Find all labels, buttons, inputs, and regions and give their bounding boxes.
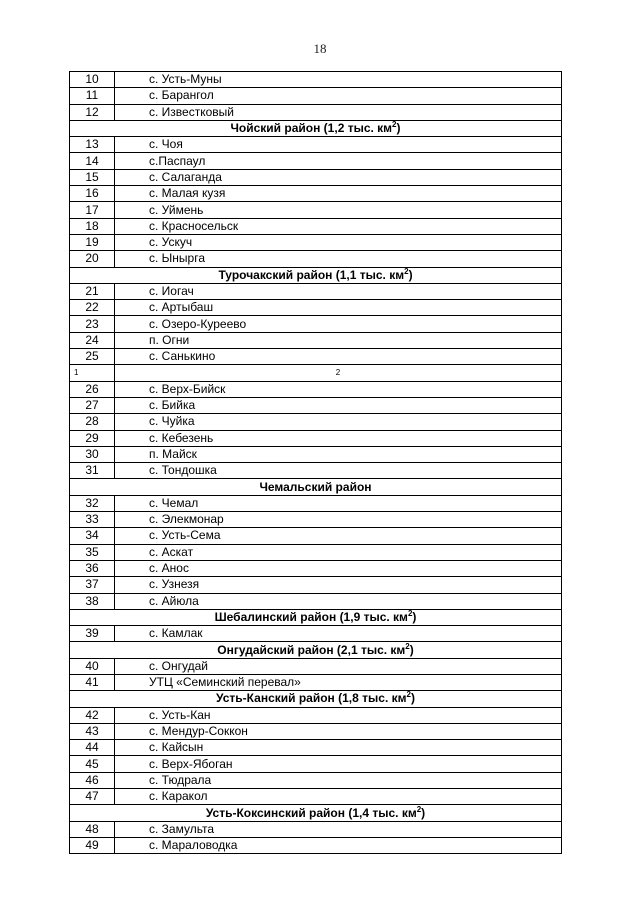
row-number: 23 xyxy=(70,316,115,332)
district-title: Усть-Канский район (1,8 тыс. км xyxy=(216,691,407,706)
table-row xyxy=(70,234,562,250)
table-row xyxy=(70,723,562,739)
page-number: 18 xyxy=(313,41,327,56)
district-title: Усть-Коксинский район (1,4 тыс. км xyxy=(205,805,417,820)
closing-paren: ) xyxy=(410,691,415,706)
settlement-name: с. Артыбаш xyxy=(115,300,562,316)
district-header xyxy=(70,691,562,707)
row-number: 38 xyxy=(70,593,115,609)
district-header-row xyxy=(70,805,562,821)
closing-paren: ) xyxy=(408,267,413,282)
table-row xyxy=(70,153,562,169)
district-header xyxy=(70,120,562,136)
closing-paren: ) xyxy=(396,121,401,136)
table-row xyxy=(70,349,562,365)
settlement-name: с. Санькино xyxy=(115,349,562,365)
row-number: 34 xyxy=(70,528,115,544)
district-header xyxy=(70,642,562,658)
column-index-1: 1 xyxy=(70,365,115,381)
row-number: 27 xyxy=(70,397,115,413)
settlement-name: п. Майск xyxy=(115,446,562,462)
row-number: 40 xyxy=(70,658,115,674)
table-row xyxy=(70,495,562,511)
row-number: 39 xyxy=(70,626,115,642)
table-row xyxy=(70,674,562,690)
superscript: 2 xyxy=(406,690,411,700)
row-number: 28 xyxy=(70,414,115,430)
district-header-row xyxy=(70,609,562,625)
settlement-name: с. Мендур-Соккон xyxy=(115,723,562,739)
settlement-name: с. Известковый xyxy=(115,104,562,120)
row-number: 33 xyxy=(70,512,115,528)
row-number: 31 xyxy=(70,463,115,479)
table-row xyxy=(70,251,562,267)
row-number: 30 xyxy=(70,446,115,462)
closing-paren: ) xyxy=(412,609,417,624)
settlement-name: с. Анос xyxy=(115,560,562,576)
row-number: 19 xyxy=(70,234,115,250)
district-header-row xyxy=(70,691,562,707)
district-header xyxy=(70,609,562,625)
settlement-name: с. Усть-Сема xyxy=(115,528,562,544)
table-row xyxy=(70,560,562,576)
table-row xyxy=(70,512,562,528)
table-row xyxy=(70,332,562,348)
table-row xyxy=(70,789,562,805)
table-row xyxy=(70,202,562,218)
row-number: 14 xyxy=(70,153,115,169)
row-number: 20 xyxy=(70,251,115,267)
table-row xyxy=(70,544,562,560)
settlement-name: с.Паспаул xyxy=(115,153,562,169)
settlement-name: с. Ынырга xyxy=(115,251,562,267)
settlement-name: с. Айюла xyxy=(115,593,562,609)
district-title: Шебалинский район (1,9 тыс. км xyxy=(214,609,408,624)
row-number: 43 xyxy=(70,723,115,739)
row-number: 36 xyxy=(70,560,115,576)
settlement-name: с. Чуйка xyxy=(115,414,562,430)
settlement-name: с. Узнезя xyxy=(115,577,562,593)
settlement-name: с. Тюдрала xyxy=(115,772,562,788)
table-row xyxy=(70,88,562,104)
row-number: 16 xyxy=(70,186,115,202)
table-row xyxy=(70,772,562,788)
district-header-row xyxy=(70,642,562,658)
table-row xyxy=(70,577,562,593)
row-number: 17 xyxy=(70,202,115,218)
table-row xyxy=(70,740,562,756)
district-header-row xyxy=(70,267,562,283)
table-row xyxy=(70,446,562,462)
table-row xyxy=(70,283,562,299)
column-index-row xyxy=(70,365,562,381)
closing-paren: ) xyxy=(421,805,426,820)
row-number: 49 xyxy=(70,837,115,853)
district-title: Чемальский район xyxy=(259,479,372,494)
district-header xyxy=(70,805,562,821)
settlement-name: с. Малая кузя xyxy=(115,186,562,202)
table-row xyxy=(70,381,562,397)
row-number: 25 xyxy=(70,349,115,365)
row-number: 37 xyxy=(70,577,115,593)
table-row xyxy=(70,414,562,430)
row-number: 26 xyxy=(70,381,115,397)
settlement-name: с. Аскат xyxy=(115,544,562,560)
settlement-name: с. Кебезень xyxy=(115,430,562,446)
settlement-name: с. Элекмонар xyxy=(115,512,562,528)
row-number: 12 xyxy=(70,104,115,120)
superscript: 2 xyxy=(416,804,422,814)
settlements-table-body xyxy=(70,72,562,854)
row-number: 18 xyxy=(70,218,115,234)
table-row xyxy=(70,316,562,332)
settlement-name: УТЦ «Семинский перевал» xyxy=(115,674,562,690)
row-number: 45 xyxy=(70,756,115,772)
row-number: 29 xyxy=(70,430,115,446)
superscript: 2 xyxy=(404,267,409,276)
table-row xyxy=(70,300,562,316)
settlement-name: с. Верх-Бийск xyxy=(115,381,562,397)
row-number: 15 xyxy=(70,169,115,185)
table-row xyxy=(70,104,562,120)
district-title: Турочакский район (1,1 тыс. км xyxy=(218,267,405,282)
settlement-name: с. Камлак xyxy=(115,626,562,642)
table-row xyxy=(70,430,562,446)
settlement-name: с. Усть-Муны xyxy=(115,72,562,88)
row-number: 13 xyxy=(70,137,115,153)
table-row xyxy=(70,72,562,88)
settlement-name: с. Ускуч xyxy=(115,234,562,250)
table-row xyxy=(70,186,562,202)
settlement-name: с. Озеро-Куреево xyxy=(115,316,562,332)
row-number: 22 xyxy=(70,300,115,316)
row-number: 42 xyxy=(70,707,115,723)
superscript: 2 xyxy=(407,609,413,618)
table-row xyxy=(70,658,562,674)
row-number: 41 xyxy=(70,674,115,690)
settlement-name: с. Чемал xyxy=(115,495,562,511)
row-number: 44 xyxy=(70,740,115,756)
settlement-name: с. Тондошка xyxy=(115,463,562,479)
row-number: 48 xyxy=(70,821,115,837)
superscript: 2 xyxy=(392,120,397,130)
settlement-name: с. Замульта xyxy=(115,821,562,837)
row-number: 21 xyxy=(70,283,115,299)
table-row xyxy=(70,397,562,413)
settlement-name: с. Салаганда xyxy=(115,169,562,185)
settlement-name: с. Онгудай xyxy=(115,658,562,674)
table-row xyxy=(70,707,562,723)
superscript: 2 xyxy=(405,641,410,651)
table-row xyxy=(70,837,562,853)
table-row xyxy=(70,756,562,772)
settlement-name: с. Каракол xyxy=(115,789,562,805)
table-row xyxy=(70,528,562,544)
table-row xyxy=(70,137,562,153)
table-row xyxy=(70,218,562,234)
row-number: 10 xyxy=(70,72,115,88)
district-header xyxy=(70,479,562,495)
district-header xyxy=(70,267,562,283)
district-title: Онгудайский район (2,1 тыс. км xyxy=(217,642,406,657)
row-number: 11 xyxy=(70,88,115,104)
table-row xyxy=(70,821,562,837)
settlements-table xyxy=(69,71,562,854)
row-number: 46 xyxy=(70,772,115,788)
settlement-name: с. Иогач xyxy=(115,283,562,299)
settlement-name: с. Кайсын xyxy=(115,740,562,756)
district-title: Чойский район (1,2 тыс. км xyxy=(230,121,393,136)
settlement-name: с. Бийка xyxy=(115,397,562,413)
table-row xyxy=(70,593,562,609)
settlement-name: п. Огни xyxy=(115,332,562,348)
settlement-name: с. Верх-Ябоган xyxy=(115,756,562,772)
district-header-row xyxy=(70,120,562,136)
closing-paren: ) xyxy=(409,642,414,657)
table-row xyxy=(70,169,562,185)
settlement-name: с. Чоя xyxy=(115,137,562,153)
row-number: 24 xyxy=(70,332,115,348)
column-index-2: 2 xyxy=(115,365,562,381)
table-row xyxy=(70,463,562,479)
settlement-name: с. Усть-Кан xyxy=(115,707,562,723)
table-row xyxy=(70,626,562,642)
settlement-name: с. Красносельск xyxy=(115,218,562,234)
row-number: 32 xyxy=(70,495,115,511)
settlement-name: с. Барангол xyxy=(115,88,562,104)
row-number: 35 xyxy=(70,544,115,560)
settlement-name: с. Уймень xyxy=(115,202,562,218)
row-number: 47 xyxy=(70,789,115,805)
district-header-row xyxy=(70,479,562,495)
settlement-name: с. Мараловодка xyxy=(115,837,562,853)
